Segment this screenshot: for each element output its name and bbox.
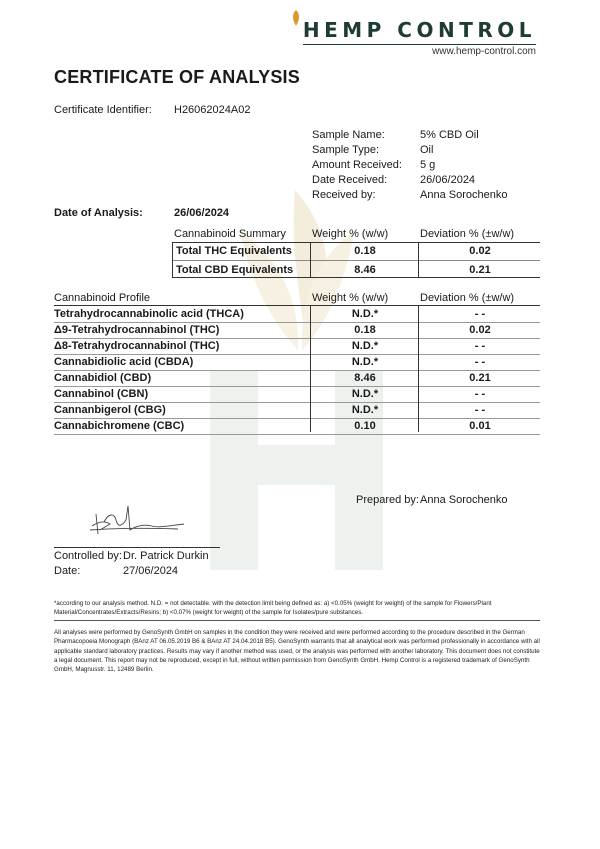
brand-url: www.hemp-control.com [303,44,536,57]
summary-bottom-rule [172,277,540,278]
summary-vline [172,242,173,277]
profile-row-label: Cannabidiol (CBD) [54,372,152,384]
certificate-id-value: H26062024A02 [174,104,251,116]
profile-row-weight: N.D.* [351,340,379,352]
profile-row-rule [54,322,540,323]
profile-row-label: Cannabidiolic acid (CBDA) [54,356,194,368]
profile-row-rule [54,354,540,355]
disclaimer: All analyses were performed by GenoSynth GmbH on samples in the condition they were received and were performed according to the procedure described in the German Pharmacopoeia Monograph (BAnz AT 06.05.2019 B6 & BAnz AT 24.04.2018 B5). GenoSynth warrants that all analytical work was performed professionally in accordance with all applicable standard laboratory practices. Results may vary if another method was used, or the analysis was performed with another laboratory. This document does not constitute a legal document. This report may not be reproduced, except in full, without written permission from GenoSynth GmbH. Hemp Control is a registered trademark of GenoSynth GmbH, Magnusstr. 11, 12489 Berlin. [54,629,540,674]
sample-row: Date Received: 26/06/2024 [312,173,476,186]
summary-row-weight: 8.46 [354,264,376,276]
profile-row-deviation: - - [474,356,486,368]
profile-header-weight: Weight % (w/w) [312,292,389,304]
signature-rule [54,547,220,548]
profile-header-rule [54,305,540,306]
profile-row-label: Cannabinol (CBN) [54,388,149,400]
summary-row-label: Total CBD Equivalents [176,264,294,276]
analysis-date-value: 26/06/2024 [174,207,230,219]
profile-row-deviation: 0.21 [469,372,491,384]
sample-row: Received by: Anna Sorochenko [312,188,508,201]
profile-row-weight: 0.10 [354,420,376,432]
summary-header-weight: Weight % (w/w) [312,228,389,240]
brand-name: HEMP CONTROL [302,18,536,42]
profile-row-weight: N.D.* [351,356,379,368]
control-date-value: 27/06/2024 [123,565,179,577]
footnote: *according to our analysis method. N.D. = not detectable. with the detection limit being defined as: a) <0.05% (weight for weight) of the sample for Flowers/Plant Material/Concentrates/Extracts/Resins; b) <0.07% (weight for weight) of the sample for Isolates/pure substances. [54,600,492,617]
profile-row-rule [54,370,540,371]
profile-row-weight: 0.18 [354,324,376,336]
signature-image [88,500,188,540]
page-title: CERTIFICATE OF ANALYSIS [54,67,300,87]
profile-vline [418,305,419,432]
profile-header-name: Cannabinoid Profile [54,292,151,304]
leaf-icon [289,10,303,26]
profile-row-rule [54,418,540,419]
profile-row-deviation: 0.02 [469,324,491,336]
profile-row-label: Cannabichromene (CBC) [54,420,185,432]
profile-row-label: Δ9-Tetrahydrocannabinol (THC) [54,324,220,336]
summary-header-name: Cannabinoid Summary [174,228,286,240]
profile-row-weight: N.D.* [351,404,379,416]
profile-row-rule [54,402,540,403]
profile-row-weight: N.D.* [351,388,379,400]
analysis-date-label: Date of Analysis: [54,207,143,219]
profile-row-rule [54,386,540,387]
profile-header-deviation: Deviation % (±w/w) [420,292,515,304]
controlled-by-value: Dr. Patrick Durkin [123,550,209,562]
prepared-by-label: Prepared by: [356,494,419,506]
profile-row-rule [54,434,540,435]
profile-row-weight: N.D.* [351,308,379,320]
summary-row-deviation: 0.21 [469,264,491,276]
prepared-by-value: Anna Sorochenko [420,494,508,506]
brand-logo [303,18,536,57]
profile-row-deviation: - - [474,404,486,416]
summary-vline [310,242,311,277]
sample-row: Sample Name: 5% CBD Oil [312,128,479,141]
summary-row-label: Total THC Equivalents [176,245,292,257]
summary-vline [418,242,419,277]
sample-info [312,127,507,202]
summary-row-deviation: 0.02 [469,245,491,257]
profile-row-rule [54,338,540,339]
profile-row-deviation: - - [474,308,486,320]
control-date-label: Date: [54,565,81,577]
profile-row-label: Δ8-Tetrahydrocannabinol (THC) [54,340,220,352]
summary-header-deviation: Deviation % (±w/w) [420,228,515,240]
profile-vline [310,305,311,432]
profile-row-label: Cannanbigerol (CBG) [54,404,166,416]
profile-row-deviation: 0.01 [469,420,491,432]
profile-row-label: Tetrahydrocannabinolic acid (THCA) [54,308,244,320]
footnote-rule [54,620,540,621]
sample-row: Sample Type: Oil [312,143,434,156]
profile-row-weight: 8.46 [354,372,376,384]
summary-header-rule [172,242,540,243]
summary-row-rule [172,260,540,261]
sample-row: Amount Received: 5 g [312,158,436,171]
summary-row-weight: 0.18 [354,245,376,257]
profile-row-deviation: - - [474,340,486,352]
controlled-by-label: Controlled by: [54,550,122,562]
certificate-id-label: Certificate Identifier: [54,104,152,116]
profile-row-deviation: - - [474,388,486,400]
